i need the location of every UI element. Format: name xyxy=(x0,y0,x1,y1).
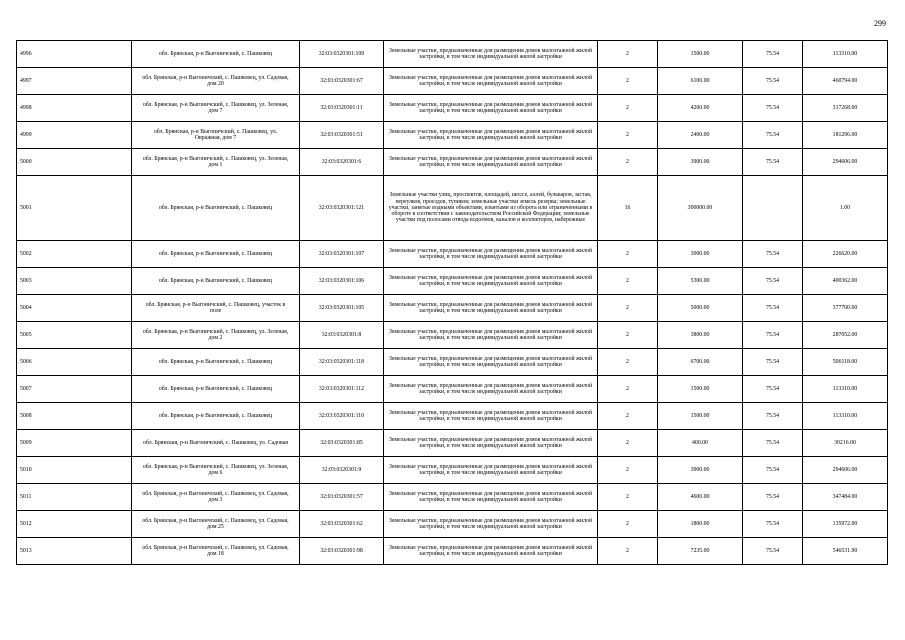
cell-specific-value: 75.54 xyxy=(743,322,803,349)
cell-area: 3800.00 xyxy=(658,322,743,349)
cell-group: 2 xyxy=(598,322,658,349)
cell-area: 3900.00 xyxy=(658,149,743,176)
cell-specific-value: 75.54 xyxy=(743,68,803,95)
cell-address: обл. Брянская, р-н Выгоничский, с. Пашковец, ул. Зеленая, дом 1 xyxy=(132,149,300,176)
cell-group: 2 xyxy=(598,295,658,322)
cell-specific-value: 75.54 xyxy=(743,403,803,430)
cell-row-number: 5011 xyxy=(17,484,132,511)
cell-cadastral-value: 287052.00 xyxy=(803,322,888,349)
cell-group: 2 xyxy=(598,95,658,122)
cell-cadastral-value: 226620.00 xyxy=(803,241,888,268)
cell-group: 2 xyxy=(598,122,658,149)
cell-row-number: 5010 xyxy=(17,457,132,484)
cell-area: 3900.00 xyxy=(658,457,743,484)
cell-row-number: 5000 xyxy=(17,149,132,176)
cell-land-use: Земельные участки, предназначенные для размещения домов малоэтажной жилой застройки, в том числе индивидуальной жилой застройки xyxy=(384,538,598,565)
table-row xyxy=(17,268,888,295)
cell-land-use: Земельные участки, предназначенные для размещения домов малоэтажной жилой застройки, в том числе индивидуальной жилой застройки xyxy=(384,457,598,484)
cell-cadastral-value: 506118.00 xyxy=(803,349,888,376)
cell-group: 2 xyxy=(598,268,658,295)
cell-cadastral-value: 460794.00 xyxy=(803,68,888,95)
cell-group: 2 xyxy=(598,349,658,376)
table-row xyxy=(17,241,888,268)
cell-land-use: Земельные участки, предназначенные для размещения домов малоэтажной жилой застройки, в том числе индивидуальной жилой застройки xyxy=(384,322,598,349)
cell-row-number: 4996 xyxy=(17,41,132,68)
cell-specific-value: 75.54 xyxy=(743,457,803,484)
cell-address: обл. Брянская, р-н Выгоничский, с. Пашковец xyxy=(132,376,300,403)
table-row xyxy=(17,403,888,430)
cell-specific-value: 75.54 xyxy=(743,268,803,295)
cell-group: 2 xyxy=(598,41,658,68)
cell-land-use: Земельные участки, предназначенные для размещения домов малоэтажной жилой застройки, в том числе индивидуальной жилой застройки xyxy=(384,149,598,176)
cell-land-use: Земельные участки, предназначенные для размещения домов малоэтажной жилой застройки, в том числе индивидуальной жилой застройки xyxy=(384,430,598,457)
cell-group: 2 xyxy=(598,484,658,511)
cell-cadastral-value: 347484.00 xyxy=(803,484,888,511)
cell-land-use: Земельные участки, предназначенные для размещения домов малоэтажной жилой застройки, в том числе индивидуальной жилой застройки xyxy=(384,241,598,268)
table-row xyxy=(17,68,888,95)
cell-group: 2 xyxy=(598,457,658,484)
cell-specific-value: 75.54 xyxy=(743,376,803,403)
table-row xyxy=(17,511,888,538)
cell-land-use: Земельные участки улиц, проспектов, площадей, шоссе, аллей, бульваров, застав, переулков, проездов, тупиков; земельные участки земель резерва; земельные участки, занятые водными объектами, изъятыми из оборота или ограниченными в обороте в соответствии с законодательством Российской Федерации; земельные участки под полосами отвода водоемов, каналов и коллекторов, набережные xyxy=(384,176,598,241)
cell-cadastral-value: 317268.00 xyxy=(803,95,888,122)
cell-row-number: 5002 xyxy=(17,241,132,268)
cell-area: 1800.00 xyxy=(658,511,743,538)
cell-address: обл. Брянская, р-н Выгоничский, с. Пашковец, ул. Зеленая, дом 2 xyxy=(132,322,300,349)
cell-row-number: 5013 xyxy=(17,538,132,565)
cell-group: 2 xyxy=(598,538,658,565)
cell-land-use: Земельные участки, предназначенные для размещения домов малоэтажной жилой застройки, в том числе индивидуальной жилой застройки xyxy=(384,484,598,511)
cell-cadastral-value: 377700.00 xyxy=(803,295,888,322)
cell-address: обл. Брянская, р-н Выгоничский, с. Пашковец xyxy=(132,41,300,68)
cell-group: 2 xyxy=(598,430,658,457)
cell-cadastral-number: 32:03:0320301:62 xyxy=(300,511,384,538)
cell-address: обл. Брянская, р-н Выгоничский, с. Пашковец, ул. Садовая, дом 20 xyxy=(132,68,300,95)
cell-specific-value: 75.54 xyxy=(743,511,803,538)
cell-cadastral-value: 400362.00 xyxy=(803,268,888,295)
cell-row-number: 5007 xyxy=(17,376,132,403)
cell-address: обл. Брянская, р-н Выгоничский, с. Пашковец xyxy=(132,349,300,376)
cell-cadastral-value: 30216.00 xyxy=(803,430,888,457)
cell-cadastral-number: 32:03:0320301:118 xyxy=(300,349,384,376)
cell-address: обл. Брянская, р-н Выгоничский, с. Пашковец xyxy=(132,403,300,430)
cell-cadastral-number: 32:03:0320301:98 xyxy=(300,538,384,565)
cell-land-use: Земельные участки, предназначенные для размещения домов малоэтажной жилой застройки, в том числе индивидуальной жилой застройки xyxy=(384,41,598,68)
table-row xyxy=(17,430,888,457)
table-row xyxy=(17,149,888,176)
cell-group: 16 xyxy=(598,176,658,241)
cell-land-use: Земельные участки, предназначенные для размещения домов малоэтажной жилой застройки, в том числе индивидуальной жилой застройки xyxy=(384,376,598,403)
cell-address: обл. Брянская, р-н Выгоничский, с. Пашковец, ул. Садовая, дом 18 xyxy=(132,538,300,565)
table-row xyxy=(17,322,888,349)
cell-row-number: 5003 xyxy=(17,268,132,295)
table-row xyxy=(17,457,888,484)
cell-cadastral-number: 32:03:0320301:106 xyxy=(300,268,384,295)
cell-specific-value: 75.54 xyxy=(743,295,803,322)
cell-area: 1500.00 xyxy=(658,403,743,430)
cell-area: 300000.00 xyxy=(658,176,743,241)
cell-specific-value: 75.54 xyxy=(743,430,803,457)
table-row xyxy=(17,349,888,376)
cell-cadastral-value: 1.00 xyxy=(803,176,888,241)
cell-land-use: Земельные участки, предназначенные для размещения домов малоэтажной жилой застройки, в том числе индивидуальной жилой застройки xyxy=(384,349,598,376)
cell-address: обл. Брянская, р-н Выгоничский, с. Пашковец, ул. Садовая, дом 3 xyxy=(132,484,300,511)
cell-row-number: 4998 xyxy=(17,95,132,122)
cell-row-number: 5001 xyxy=(17,176,132,241)
table-row xyxy=(17,41,888,68)
cell-group: 2 xyxy=(598,149,658,176)
cell-specific-value: 75.54 xyxy=(743,149,803,176)
cell-cadastral-number: 32:03:0320301:112 xyxy=(300,376,384,403)
cell-cadastral-number: 32:03:0320301:121 xyxy=(300,176,384,241)
cell-specific-value: 75.54 xyxy=(743,41,803,68)
cell-address: обл. Брянская, р-н Выгоничский, с. Пашковец, участок в поле xyxy=(132,295,300,322)
cell-area: 3000.00 xyxy=(658,241,743,268)
cell-cadastral-number: 32:03:0320301:11 xyxy=(300,95,384,122)
cell-specific-value: 75.54 xyxy=(743,122,803,149)
cell-cadastral-value: 113310.00 xyxy=(803,403,888,430)
cell-area: 4600.00 xyxy=(658,484,743,511)
cell-row-number: 4997 xyxy=(17,68,132,95)
cell-land-use: Земельные участки, предназначенные для размещения домов малоэтажной жилой застройки, в том числе индивидуальной жилой застройки xyxy=(384,268,598,295)
cell-specific-value xyxy=(743,176,803,241)
table-row xyxy=(17,295,888,322)
cell-address: обл. Брянская, р-н Выгоничский, с. Пашковец, ул. Овражная, дом 7 xyxy=(132,122,300,149)
cell-address: обл. Брянская, р-н Выгоничский, с. Пашковец, ул. Садовая, дом 25 xyxy=(132,511,300,538)
cell-row-number: 5005 xyxy=(17,322,132,349)
cell-land-use: Земельные участки, предназначенные для размещения домов малоэтажной жилой застройки, в том числе индивидуальной жилой застройки xyxy=(384,403,598,430)
page-number: 299 xyxy=(874,19,886,28)
table-row xyxy=(17,95,888,122)
cell-address: обл. Брянская, р-н Выгоничский, с. Пашковец, ул. Садовая xyxy=(132,430,300,457)
cell-cadastral-number: 32:03:0320301:8 xyxy=(300,322,384,349)
cell-area: 400.00 xyxy=(658,430,743,457)
cell-cadastral-value: 294606.00 xyxy=(803,149,888,176)
cell-cadastral-value: 135972.00 xyxy=(803,511,888,538)
cell-address: обл. Брянская, р-н Выгоничский, с. Пашковец xyxy=(132,241,300,268)
cell-cadastral-number: 32:03:0320301:110 xyxy=(300,403,384,430)
table-row xyxy=(17,176,888,241)
cell-land-use: Земельные участки, предназначенные для размещения домов малоэтажной жилой застройки, в том числе индивидуальной жилой застройки xyxy=(384,122,598,149)
cell-land-use: Земельные участки, предназначенные для размещения домов малоэтажной жилой застройки, в том числе индивидуальной жилой застройки xyxy=(384,295,598,322)
cell-group: 2 xyxy=(598,68,658,95)
cell-row-number: 5012 xyxy=(17,511,132,538)
cell-cadastral-value: 113310.00 xyxy=(803,41,888,68)
cell-area: 6700.00 xyxy=(658,349,743,376)
cell-cadastral-number: 32:03:0320301:105 xyxy=(300,295,384,322)
cell-cadastral-value: 113310.00 xyxy=(803,376,888,403)
cell-land-use: Земельные участки, предназначенные для размещения домов малоэтажной жилой застройки, в том числе индивидуальной жилой застройки xyxy=(384,511,598,538)
cell-group: 2 xyxy=(598,511,658,538)
cell-specific-value: 75.54 xyxy=(743,349,803,376)
cell-specific-value: 75.54 xyxy=(743,95,803,122)
cell-area: 2400.00 xyxy=(658,122,743,149)
cell-group: 2 xyxy=(598,403,658,430)
cell-cadastral-value: 546531.90 xyxy=(803,538,888,565)
cell-area: 5300.00 xyxy=(658,268,743,295)
cell-cadastral-value: 181296.00 xyxy=(803,122,888,149)
cell-row-number: 5008 xyxy=(17,403,132,430)
table-row xyxy=(17,538,888,565)
cell-area: 6100.00 xyxy=(658,68,743,95)
land-registry-table xyxy=(16,40,888,565)
cell-row-number: 5006 xyxy=(17,349,132,376)
table-row xyxy=(17,122,888,149)
cell-cadastral-number: 32:03:0320301:67 xyxy=(300,68,384,95)
cell-area: 1500.00 xyxy=(658,376,743,403)
registry-body xyxy=(17,41,888,565)
cell-area: 1500.00 xyxy=(658,41,743,68)
cell-row-number: 5004 xyxy=(17,295,132,322)
cell-specific-value: 75.54 xyxy=(743,538,803,565)
cell-area: 5000.00 xyxy=(658,295,743,322)
cell-address: обл. Брянская, р-н Выгоничский, с. Пашковец xyxy=(132,176,300,241)
table-row xyxy=(17,484,888,511)
cell-address: обл. Брянская, р-н Выгоничский, с. Пашковец xyxy=(132,268,300,295)
cell-cadastral-number: 32:03:0320301:9 xyxy=(300,457,384,484)
cell-cadastral-number: 32:03:0320301:57 xyxy=(300,484,384,511)
cell-specific-value: 75.54 xyxy=(743,241,803,268)
cell-cadastral-number: 32:03:0320301:85 xyxy=(300,430,384,457)
table-row xyxy=(17,376,888,403)
cell-specific-value: 75.54 xyxy=(743,484,803,511)
cell-address: обл. Брянская, р-н Выгоничский, с. Пашковец, ул. Зеленая, дом 6 xyxy=(132,457,300,484)
cell-row-number: 4999 xyxy=(17,122,132,149)
cell-cadastral-number: 32:03:0320301:107 xyxy=(300,241,384,268)
cell-cadastral-value: 294606.00 xyxy=(803,457,888,484)
cell-land-use: Земельные участки, предназначенные для размещения домов малоэтажной жилой застройки, в том числе индивидуальной жилой застройки xyxy=(384,68,598,95)
cell-address: обл. Брянская, р-н Выгоничский, с. Пашковец, ул. Зеленая, дом 7 xyxy=(132,95,300,122)
cell-cadastral-number: 32:03:0320301:51 xyxy=(300,122,384,149)
cell-land-use: Земельные участки, предназначенные для размещения домов малоэтажной жилой застройки, в том числе индивидуальной жилой застройки xyxy=(384,95,598,122)
cell-area: 7235.00 xyxy=(658,538,743,565)
cell-cadastral-number: 32:03:0320301:6 xyxy=(300,149,384,176)
cell-cadastral-number: 32:03:0320301:109 xyxy=(300,41,384,68)
cell-area: 4200.00 xyxy=(658,95,743,122)
cell-group: 2 xyxy=(598,376,658,403)
cell-group: 2 xyxy=(598,241,658,268)
cell-row-number: 5009 xyxy=(17,430,132,457)
